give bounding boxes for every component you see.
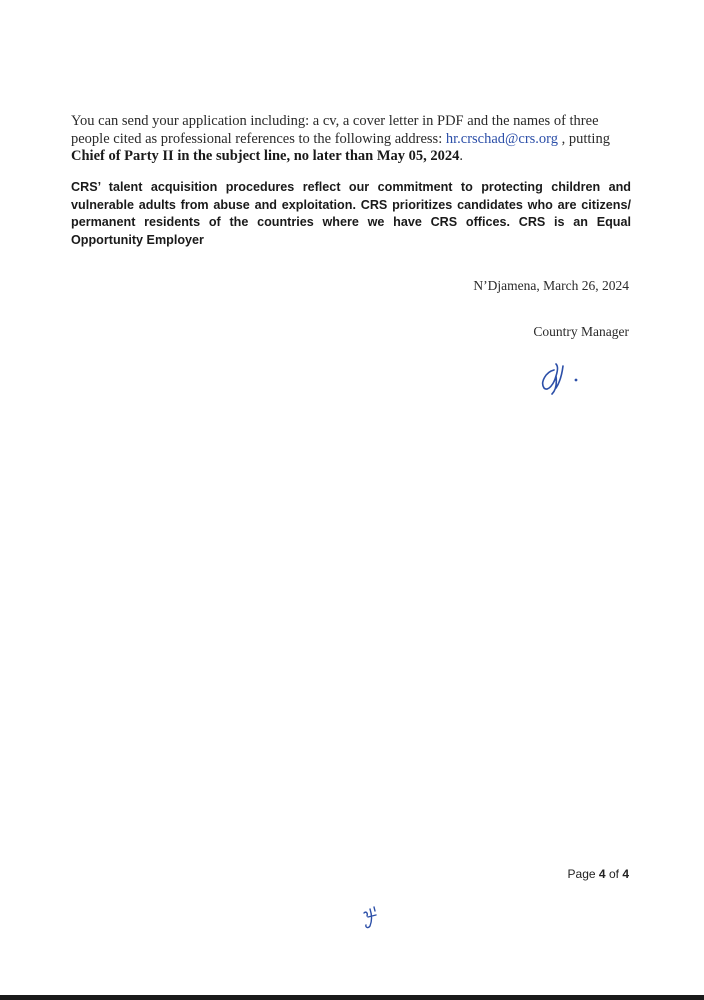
application-instructions: [71, 113, 631, 166]
application-email-link[interactable]: hr.crschad@crs.org: [445, 130, 558, 147]
subject-line-instruction: Chief of Party II in the subject line, no later than May 05, 2024: [71, 148, 460, 164]
page-current: 4: [598, 867, 606, 881]
place-and-date: N’Djamena, March 26, 2024: [473, 278, 629, 293]
safeguarding-statement: CRS’ talent acquisition procedures reflect our commitment to protecting children and vulnerable adults from abuse and exploitation. CRS prioritizes candidates who are citizens/ permanent residents of the countries where we have CRS offices. CRS is an Equal Opportunity Employer: [71, 180, 631, 248]
page-number: [568, 867, 629, 881]
page-total: 4: [622, 867, 629, 881]
instructions-text-continued: , putting: [561, 130, 610, 147]
sentence-end: .: [459, 148, 464, 164]
instructions-text: You can send your application including: a cv, a cover letter in PDF and the names of three people cited as professional references to the following address:: [71, 113, 599, 147]
scan-edge-border: [0, 995, 704, 1000]
handwritten-initials: [360, 903, 384, 931]
handwritten-signature: [532, 358, 592, 400]
page-of: of: [608, 867, 619, 881]
signatory-title: Country Manager: [533, 324, 629, 339]
page-label: Page: [567, 867, 596, 881]
